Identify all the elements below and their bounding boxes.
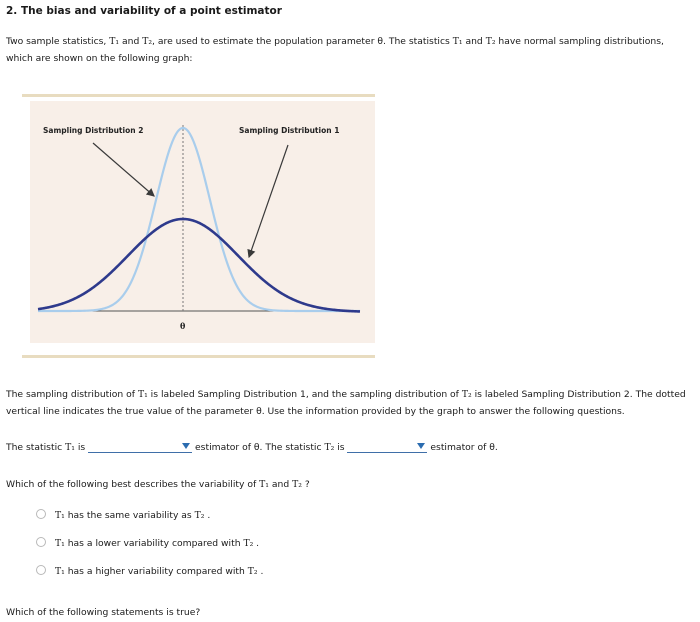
theta-axis-label: θ: [180, 321, 186, 331]
option-same-variability[interactable]: T₁ has the same variability as T₂ .: [36, 509, 210, 521]
radio-button[interactable]: [36, 509, 46, 519]
label-sampling-distribution-1: Sampling Distribution 1: [239, 126, 340, 135]
question2-prompt: Which of the following statements is true?: [6, 607, 201, 618]
chevron-down-icon: [417, 443, 425, 449]
arrow-distribution-2: [93, 143, 154, 196]
option-lower-variability[interactable]: T₁ has a lower variability compared with T₂ .: [36, 537, 259, 549]
arrow-distribution-1: [249, 145, 288, 257]
question1-prompt: Which of the following best describes the variability of T₁ and T₂ ?: [6, 479, 310, 490]
label-sampling-distribution-2: Sampling Distribution 2: [43, 126, 144, 135]
description-text: The sampling distribution of T₁ is labeled Sampling Distribution 1, and the sampling distribution of T₂ is labeled Sampling Distribution 2. The dotted vertical line indicates the true value of the parameter θ. Use the information provided by the graph to answer the following questions.: [6, 389, 686, 417]
question-heading: 2. The bias and variability of a point estimator: [6, 5, 282, 17]
option-higher-variability[interactable]: T₁ has a higher variability compared with T₂ .: [36, 565, 263, 577]
sampling-distribution-2-curve: [38, 219, 360, 311]
radio-button[interactable]: [36, 537, 46, 547]
radio-button[interactable]: [36, 565, 46, 575]
chevron-down-icon: [182, 443, 190, 449]
t2-bias-dropdown[interactable]: [347, 440, 427, 453]
graph-svg: [30, 101, 375, 343]
figure-top-bar: [22, 94, 375, 97]
intro-text: Two sample statistics, T₁ and T₂, are used to estimate the population parameter θ. The statistics T₁ and T₂ have normal sampling distributions, which are shown on the following graph:: [6, 36, 664, 64]
sampling-distribution-1-curve: [38, 128, 360, 311]
statistic-statement: The statistic T₁ is estimator of θ. The statistic T₂ is estimator of θ.: [6, 442, 498, 453]
sampling-distribution-graph: [30, 101, 375, 343]
figure-bottom-bar: [22, 355, 375, 358]
t1-bias-dropdown[interactable]: [88, 440, 192, 453]
